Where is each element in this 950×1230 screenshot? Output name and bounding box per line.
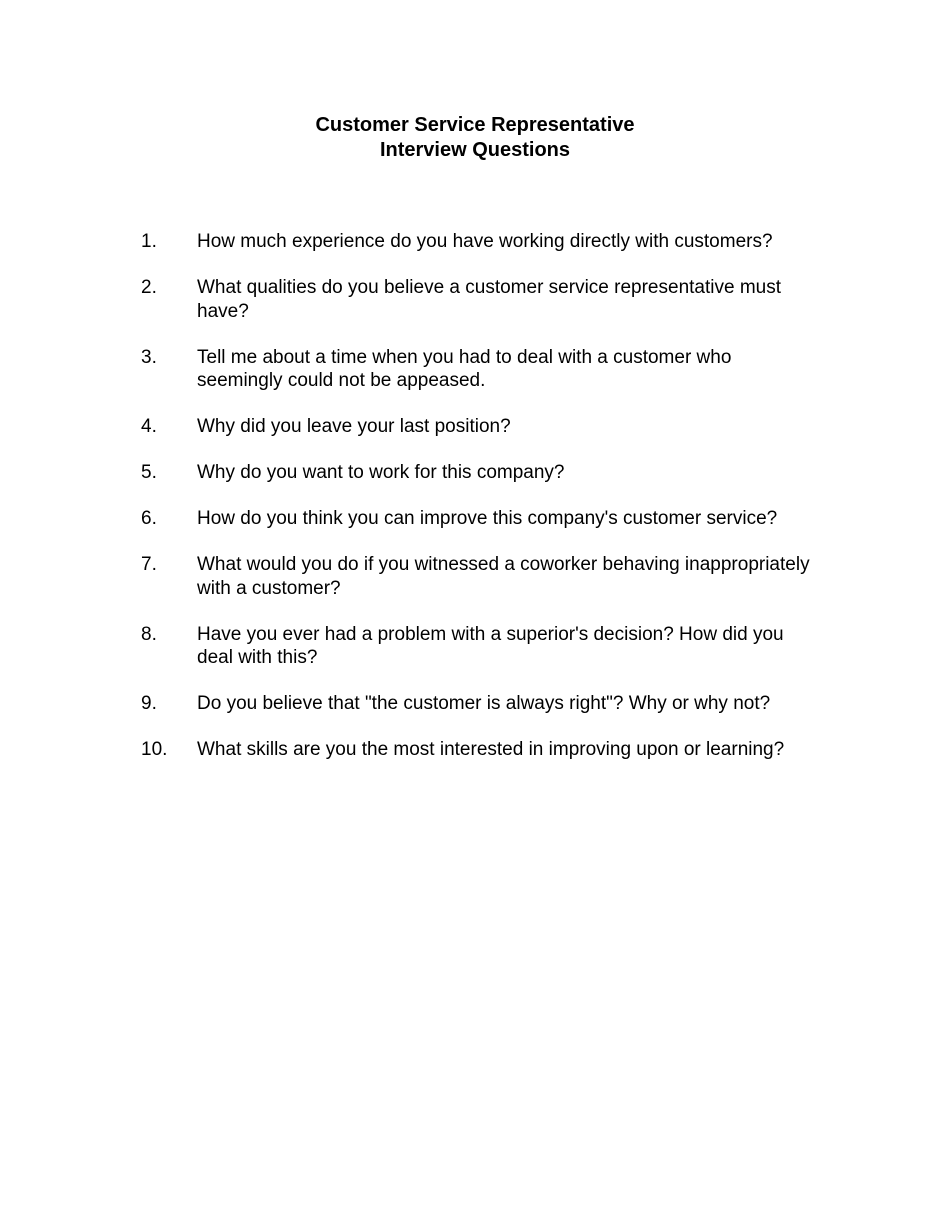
question-text: What would you do if you witnessed a coworker behaving inappropriately with a customer? [197, 554, 810, 599]
title-line-2: Interview Questions [379, 139, 571, 161]
question-number: 3. [141, 346, 157, 368]
question-number: 10. [141, 739, 168, 760]
question-item [141, 692, 821, 716]
question-item [141, 461, 821, 485]
question-item [141, 415, 821, 439]
question-item [141, 623, 821, 670]
question-text: How much experience do you have working directly with customers? [197, 231, 773, 252]
question-text: What skills are you the most interested in improving upon or learning? [197, 739, 785, 760]
question-text: What qualities do you believe a customer service representative must have? [197, 277, 781, 322]
question-text: Why did you leave your last position? [197, 416, 511, 437]
question-number: 6. [141, 508, 157, 529]
question-text: Why do you want to work for this company? [197, 462, 565, 483]
question-text: How do you think you can improve this company's customer service? [197, 508, 778, 529]
question-item [141, 507, 821, 531]
question-text: Have you ever had a problem with a superior's decision? How did you deal with this? [197, 623, 784, 668]
document-title [0, 113, 950, 163]
question-item [141, 276, 821, 323]
question-item [141, 738, 821, 762]
question-text: Tell me about a time when you had to deal with a customer who seemingly could not be appeased. [197, 346, 732, 391]
question-number: 2. [141, 277, 157, 298]
question-item [141, 230, 821, 254]
question-text: Do you believe that "the customer is always right"? Why or why not? [197, 693, 771, 714]
question-item [141, 346, 821, 393]
title-line-1: Customer Service Representative [315, 114, 635, 136]
question-number: 9. [141, 693, 157, 714]
question-list [141, 230, 821, 784]
question-number: 8. [141, 623, 157, 645]
question-item [141, 553, 821, 600]
question-number: 7. [141, 554, 157, 575]
question-number: 1. [141, 231, 157, 252]
question-number: 4. [141, 416, 157, 437]
question-number: 5. [141, 462, 157, 483]
